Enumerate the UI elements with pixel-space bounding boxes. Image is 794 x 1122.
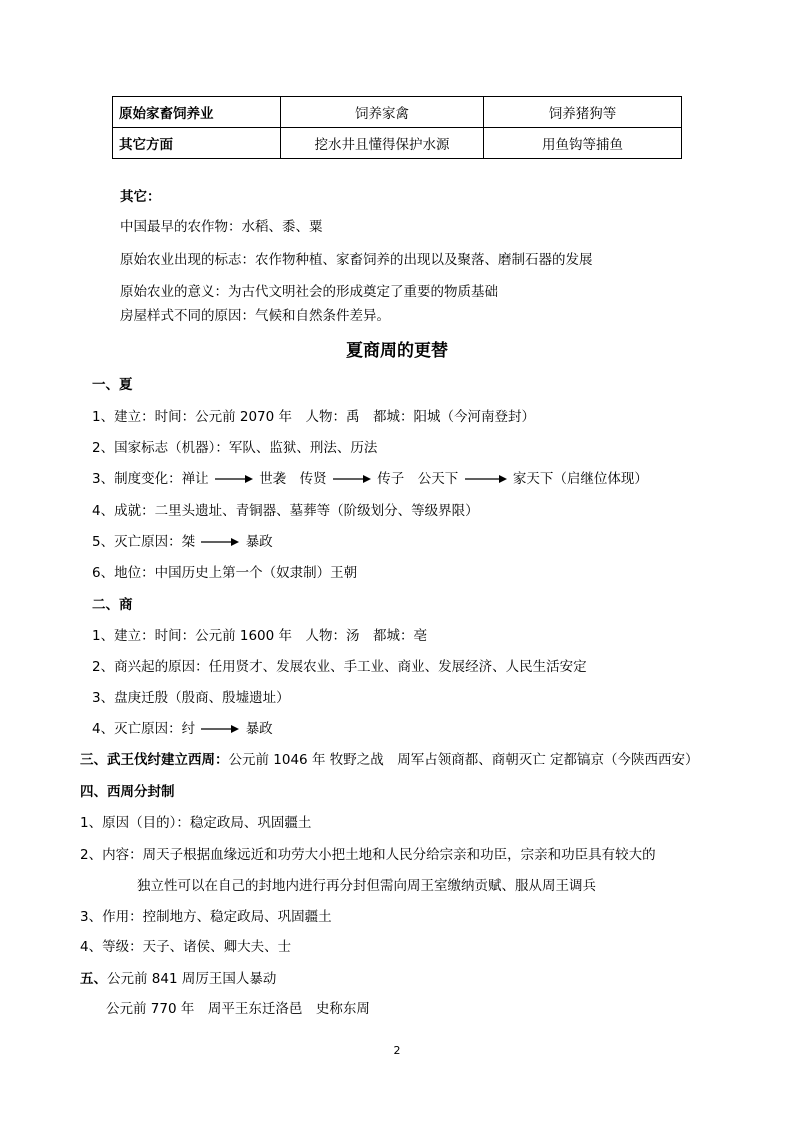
xia-line-4: 4、成就：二里头遗址、青铜器、墓葬等（阶级划分、等级界限）	[92, 503, 479, 519]
wuwang-line	[80, 751, 699, 769]
wuwang-heading: 三、武王伐纣建立西周：	[80, 752, 229, 768]
baodong-line-2: 公元前 770 年 周平王东迁洛邑 史称东周	[106, 1001, 370, 1017]
baodong-text: 公元前 841 周厉王国人暴动	[107, 971, 277, 987]
xia-line-6: 6、地位：中国历史上第一个（奴隶制）王朝	[92, 565, 358, 581]
fenfeng-line-1: 1、原因（目的）：稳定政局、巩固疆土	[80, 815, 312, 831]
xia-line-5-b: 暴政	[245, 534, 273, 550]
arrow-right-icon	[215, 474, 253, 484]
other-line-1: 中国最早的农作物：水稻、黍、粟	[120, 219, 323, 235]
fenfeng-line-2b: 独立性可以在自己的封地内进行再分封但需向周王室缴纳贡赋、服从周王调兵	[137, 878, 596, 894]
other-heading: 其它：	[120, 189, 161, 205]
arrow-right-icon	[201, 724, 239, 734]
table-cell: 其它方面	[113, 128, 281, 159]
other-line-4: 房屋样式不同的原因：气候和自然条件差异。	[120, 308, 390, 324]
shang-line-1: 1、建立：时间：公元前 1600 年 人物：汤 都城：亳	[92, 628, 428, 644]
shang-line-4-b: 暴政	[245, 721, 273, 737]
fenfeng-line-2a: 2、内容：周天子根据血缘远近和功劳大小把土地和人民分给宗亲和功臣，宗亲和功臣具有较大的	[80, 847, 656, 863]
table-cell: 饲养家禽	[281, 97, 484, 128]
table-row	[113, 128, 682, 159]
table-cell: 饲养猪狗等	[484, 97, 682, 128]
shang-line-3: 3、盘庚迁殷（殷商、殷墟遗址）	[92, 690, 290, 706]
xia-line-3-d: 家天下（启继位体现）	[512, 471, 648, 487]
wuwang-text: 公元前 1046 年 牧野之战 周军占领商都、商朝灭亡 定都镐京（今陕西西安）	[228, 752, 699, 768]
xia-line-1: 1、建立：时间：公元前 2070 年 人物：禹 都城：阳城（今河南登封）	[92, 409, 536, 425]
table-cell: 用鱼钩等捕鱼	[484, 128, 682, 159]
arrow-right-icon	[201, 537, 239, 547]
shang-heading: 二、商	[92, 597, 133, 613]
arrow-right-icon	[333, 474, 371, 484]
section-title: 夏商周的更替	[346, 341, 448, 361]
fenfeng-heading: 四、西周分封制	[80, 784, 175, 800]
xia-line-2: 2、国家标志（机器）：军队、监狱、刑法、历法	[92, 440, 378, 456]
arrow-right-icon	[465, 474, 507, 484]
shang-line-4-a: 4、灭亡原因：纣	[92, 721, 196, 737]
table-row	[113, 97, 682, 128]
xia-line-3-b: 世袭 传贤	[259, 471, 327, 487]
baodong-heading: 五、	[80, 971, 107, 987]
shang-line-4	[92, 720, 273, 738]
xia-line-5-a: 5、灭亡原因：桀	[92, 534, 196, 550]
xia-line-3-c: 传子 公天下	[377, 471, 459, 487]
xia-heading: 一、夏	[92, 377, 133, 393]
page-number: 2	[393, 1044, 401, 1057]
agriculture-table	[112, 96, 682, 159]
table-cell: 原始家畜饲养业	[113, 97, 281, 128]
shang-line-2: 2、商兴起的原因：任用贤才、发展农业、手工业、商业、发展经济、人民生活安定	[92, 659, 587, 675]
xia-line-3-a: 3、制度变化：禅让	[92, 471, 209, 487]
table-cell: 挖水井且懂得保护水源	[281, 128, 484, 159]
fenfeng-line-4: 4、等级：天子、诸侯、卿大夫、士	[80, 939, 292, 955]
other-line-2: 原始农业出现的标志：农作物种植、家畜饲养的出现以及聚落、磨制石器的发展	[120, 252, 593, 268]
xia-line-3	[92, 470, 648, 488]
fenfeng-line-3: 3、作用：控制地方、稳定政局、巩固疆土	[80, 909, 332, 925]
xia-line-5	[92, 533, 273, 551]
other-line-3: 原始农业的意义：为古代文明社会的形成奠定了重要的物质基础	[120, 284, 498, 300]
baodong-line	[80, 970, 276, 988]
